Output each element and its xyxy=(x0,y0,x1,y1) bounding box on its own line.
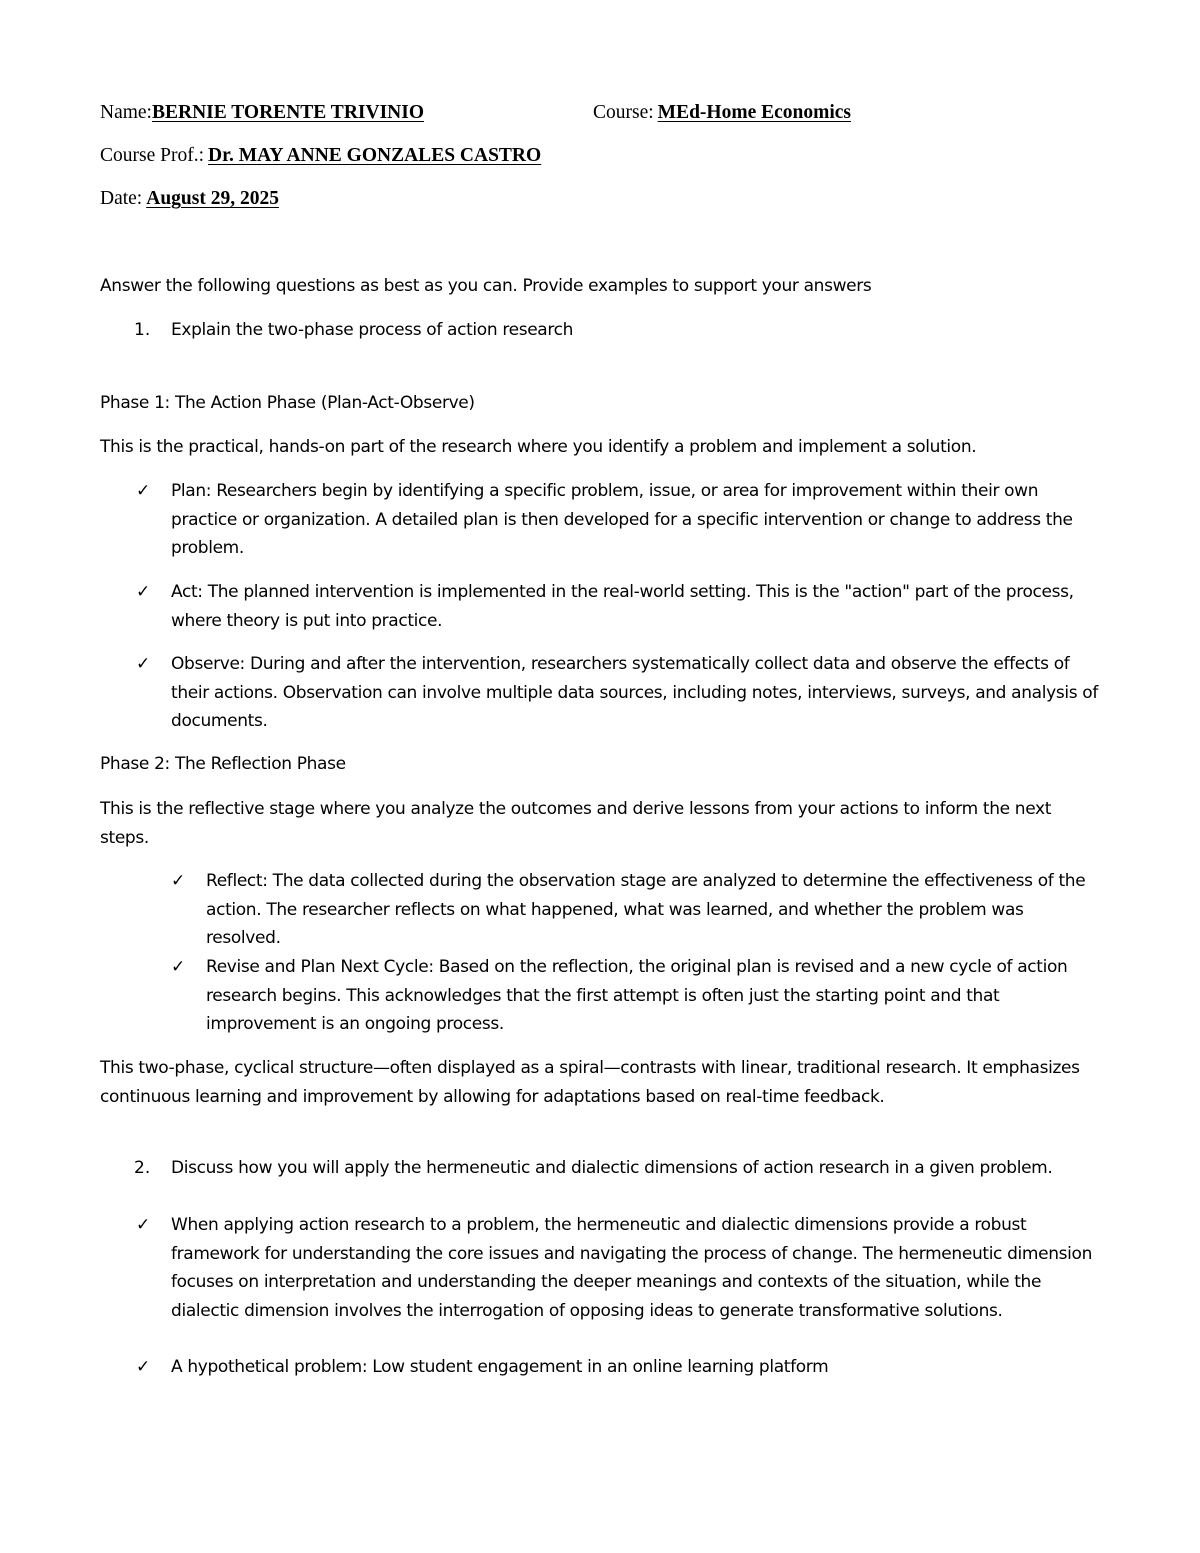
phase-2-heading: Phase 2: The Reflection Phase xyxy=(100,754,346,774)
question-2-problem-item: A hypothetical problem: Low student engagement in an online learning platform xyxy=(171,1357,829,1377)
question-2-number: 2. xyxy=(134,1158,151,1178)
course-line xyxy=(593,101,851,125)
course-label: Course: xyxy=(593,102,654,123)
phase-1-intro: This is the practical, hands-on part of the research where you identify a problem and implement a solution. xyxy=(100,437,977,457)
professor-label: Course Prof.: xyxy=(100,145,204,166)
conclusion-paragraph: This two-phase, cyclical structure—often displayed as a spiral—contrasts with linear, traditional research. It emphasizes continuous learning and improvement by allowing for adaptations based on real-time feedback. xyxy=(100,1058,1080,1107)
student-name: BERNIE TORENTE TRIVINIO xyxy=(151,102,424,123)
phase-1-plan-item: Plan: Researchers begin by identifying a specific problem, issue, or area for improvement within their own practice or organization. A detailed plan is then developed for a specific intervention or change to address the problem. xyxy=(171,481,1073,558)
phase-1-observe-item: Observe: During and after the intervention, researchers systematically collect data and observe the effects of their actions. Observation can involve multiple data sources, including notes, interviews, surveys, and analysis of documents. xyxy=(171,654,1098,731)
checkmark-icon: ✓ xyxy=(171,871,186,891)
name-label: Name: xyxy=(100,102,152,123)
course-name: MEd-Home Economics xyxy=(657,102,852,123)
checkmark-icon: ✓ xyxy=(171,957,186,977)
professor-name: Dr. MAY ANNE GONZALES CASTRO xyxy=(208,145,542,166)
checkmark-icon: ✓ xyxy=(136,582,151,602)
question-1-text: Explain the two-phase process of action research xyxy=(171,320,574,340)
phase-1-act-item: Act: The planned intervention is implemented in the real-world setting. This is the "action" part of the process, where theory is put into practice. xyxy=(171,582,1074,631)
name-course-line xyxy=(100,101,424,125)
phase-2-intro: This is the reflective stage where you analyze the outcomes and derive lessons from your actions to inform the next steps. xyxy=(100,799,1052,848)
date-line xyxy=(100,187,279,211)
phase-2-revise-item: Revise and Plan Next Cycle: Based on the reflection, the original plan is revised and a new cycle of action research begins. This acknowledges that the first attempt is often just the starting point and that improvement is an ongoing process. xyxy=(206,957,1068,1034)
question-2-framework-item: When applying action research to a problem, the hermeneutic and dialectic dimensions provide a robust framework for understanding the core issues and navigating the process of change. The hermeneutic dimension focuses on interpretation and understanding the deeper meanings and contexts of the situation, while the dialectic dimension involves the interrogation of opposing ideas to generate transformative solutions. xyxy=(171,1215,1093,1321)
phase-2-reflect-item: Reflect: The data collected during the observation stage are analyzed to determine the effectiveness of the action. The researcher reflects on what happened, what was learned, and whether the problem was resolved. xyxy=(206,871,1086,948)
professor-line xyxy=(100,144,541,168)
checkmark-icon: ✓ xyxy=(136,481,151,501)
date-label: Date: xyxy=(100,188,143,209)
instructions: Answer the following questions as best as you can. Provide examples to support your answers xyxy=(100,276,872,296)
checkmark-icon: ✓ xyxy=(136,1215,151,1235)
question-1-number: 1. xyxy=(134,320,151,340)
phase-1-heading: Phase 1: The Action Phase (Plan-Act-Observe) xyxy=(100,393,475,413)
checkmark-icon: ✓ xyxy=(136,1357,151,1377)
date-value: August 29, 2025 xyxy=(146,188,279,209)
question-2-text: Discuss how you will apply the hermeneutic and dialectic dimensions of action research in a given problem. xyxy=(171,1158,1053,1178)
checkmark-icon: ✓ xyxy=(136,654,151,674)
